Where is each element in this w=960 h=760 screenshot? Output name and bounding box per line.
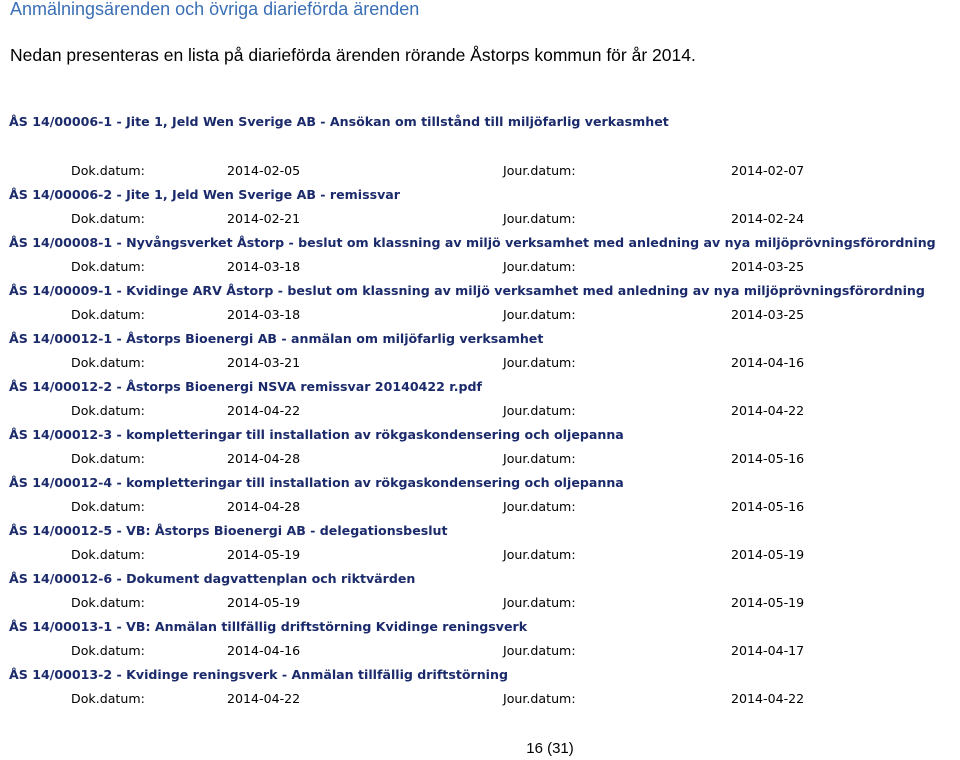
dok-datum-label: Dok.datum: [71,355,145,370]
date-row [0,402,960,420]
case-title: ÅS 14/00012-6 - Dokument dagvattenplan och riktvärden [9,571,416,586]
jour-datum-label: Jour.datum: [503,355,576,370]
date-row [0,354,960,372]
dok-datum-value: 2014-03-21 [227,355,301,370]
jour-datum-value: 2014-05-16 [731,451,805,466]
dok-datum-value: 2014-04-16 [227,643,301,658]
dok-datum-label: Dok.datum: [71,403,145,418]
case-title: ÅS 14/00006-2 - Jite 1, Jeld Wen Sverige AB - remissvar [9,187,401,202]
jour-datum-label: Jour.datum: [503,547,576,562]
date-row [0,210,960,228]
jour-datum-value: 2014-04-22 [731,691,805,706]
dok-datum-label: Dok.datum: [71,307,145,322]
dok-datum-label: Dok.datum: [71,451,145,466]
jour-datum-value: 2014-05-19 [731,547,805,562]
jour-datum-value: 2014-03-25 [731,259,805,274]
dok-datum-label: Dok.datum: [71,547,145,562]
page-number: 16 (31) [526,740,574,757]
jour-datum-label: Jour.datum: [503,499,576,514]
date-row [0,594,960,612]
date-row [0,642,960,660]
dok-datum-value: 2014-04-22 [227,691,301,706]
dok-datum-label: Dok.datum: [71,499,145,514]
jour-datum-value: 2014-03-25 [731,307,805,322]
jour-datum-value: 2014-04-22 [731,403,805,418]
jour-datum-value: 2014-05-16 [731,499,805,514]
dok-datum-value: 2014-02-21 [227,211,301,226]
jour-datum-label: Jour.datum: [503,211,576,226]
dok-datum-label: Dok.datum: [71,643,145,658]
date-row [0,690,960,708]
case-title: ÅS 14/00006-1 - Jite 1, Jeld Wen Sverige AB - Ansökan om tillstånd till miljöfarlig verkasmhet [9,114,669,129]
dok-datum-value: 2014-04-28 [227,451,301,466]
dok-datum-value: 2014-04-22 [227,403,301,418]
dok-datum-value: 2014-04-28 [227,499,301,514]
jour-datum-label: Jour.datum: [503,595,576,610]
jour-datum-value: 2014-02-24 [731,211,805,226]
dok-datum-label: Dok.datum: [71,163,145,178]
jour-datum-value: 2014-04-16 [731,355,805,370]
dok-datum-label: Dok.datum: [71,595,145,610]
jour-datum-value: 2014-05-19 [731,595,805,610]
jour-datum-label: Jour.datum: [503,163,576,178]
jour-datum-value: 2014-04-17 [731,643,805,658]
date-row [0,498,960,516]
dok-datum-label: Dok.datum: [71,211,145,226]
case-title: ÅS 14/00012-5 - VB: Åstorps Bioenergi AB - delegationsbeslut [9,523,448,538]
jour-datum-value: 2014-02-07 [731,163,805,178]
jour-datum-label: Jour.datum: [503,643,576,658]
case-title: ÅS 14/00012-2 - Åstorps Bioenergi NSVA remissvar 20140422 r.pdf [9,379,483,394]
jour-datum-label: Jour.datum: [503,691,576,706]
jour-datum-label: Jour.datum: [503,451,576,466]
case-title: ÅS 14/00008-1 - Nyvångsverket Åstorp - beslut om klassning av miljö verksamhet med anledning av nya miljöprövningsförordning [9,235,936,250]
dok-datum-value: 2014-03-18 [227,307,301,322]
intro-text: Nedan presenteras en lista på diarieförda ärenden rörande Åstorps kommun för år 2014. [10,45,696,65]
case-title: ÅS 14/00012-3 - kompletteringar till installation av rökgaskondensering och oljepanna [9,427,624,442]
dok-datum-value: 2014-02-05 [227,163,301,178]
jour-datum-label: Jour.datum: [503,307,576,322]
case-title: ÅS 14/00012-4 - kompletteringar till installation av rökgaskondensering och oljepanna [9,475,624,490]
date-row [0,306,960,324]
dok-datum-value: 2014-03-18 [227,259,301,274]
jour-datum-label: Jour.datum: [503,403,576,418]
case-title: ÅS 14/00013-2 - Kvidinge reningsverk - Anmälan tillfällig driftstörning [9,667,508,682]
page-title: Anmälningsärenden och övriga diarieförda ärenden [10,0,420,19]
case-title: ÅS 14/00009-1 - Kvidinge ARV Åstorp - beslut om klassning av miljö verksamhet med anledning av nya miljöprövningsförordning [9,283,925,298]
dok-datum-value: 2014-05-19 [227,595,301,610]
date-row [0,258,960,276]
date-row [0,450,960,468]
jour-datum-label: Jour.datum: [503,259,576,274]
case-title: ÅS 14/00013-1 - VB: Anmälan tillfällig driftstörning Kvidinge reningsverk [9,619,528,634]
dok-datum-label: Dok.datum: [71,259,145,274]
dok-datum-label: Dok.datum: [71,691,145,706]
date-row [0,546,960,564]
case-title: ÅS 14/00012-1 - Åstorps Bioenergi AB - anmälan om miljöfarlig verksamhet [9,331,544,346]
dok-datum-value: 2014-05-19 [227,547,301,562]
date-row [0,162,960,180]
